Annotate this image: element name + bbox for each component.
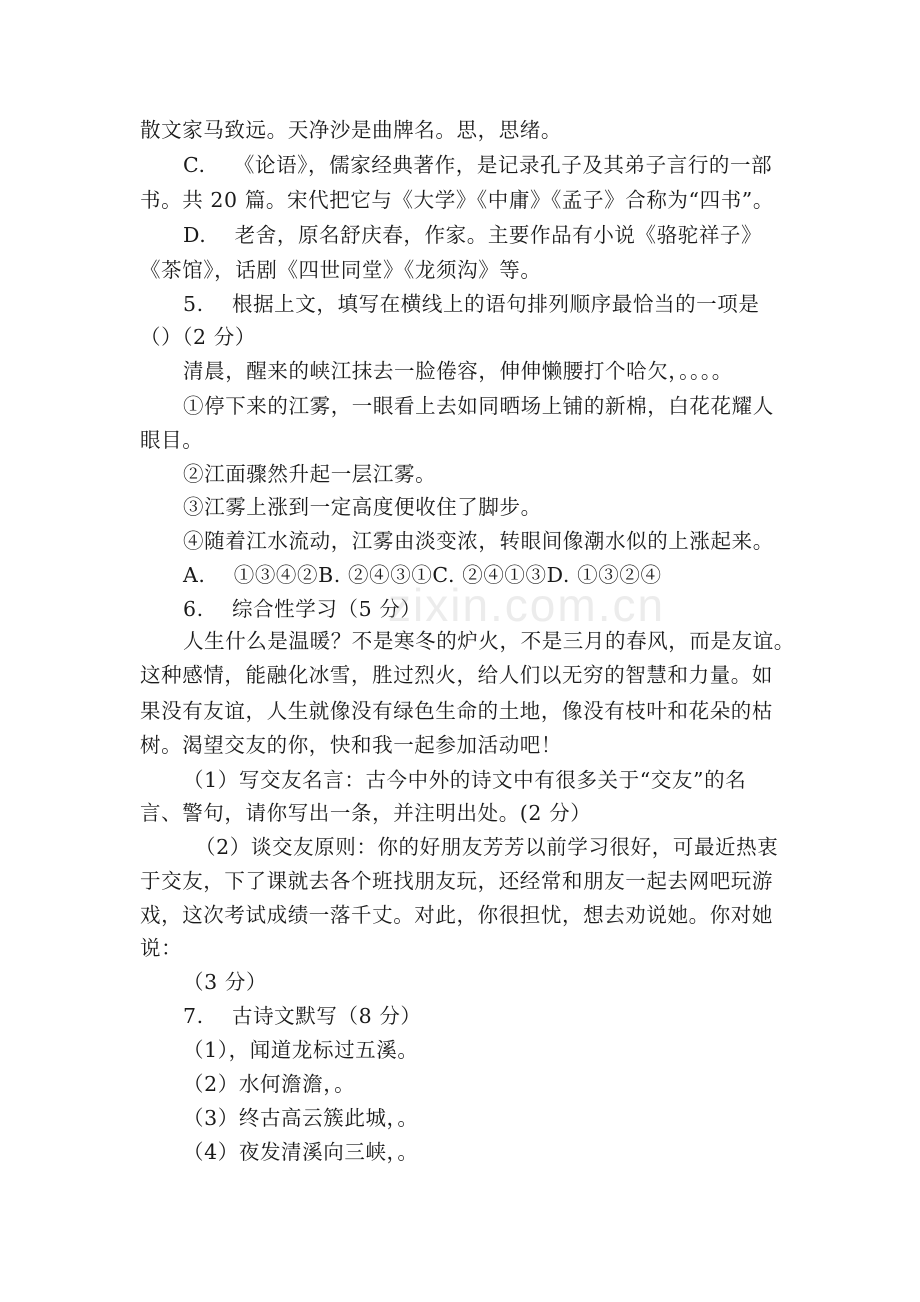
answer-choices: A. ①③④②B. ②④③①C. ②④①③D. ①③②④ <box>183 563 662 587</box>
poem-blank-4: （4）夜发清溪向三峡，。 <box>183 1140 419 1164</box>
sentence-option-3: ③江雾上涨到一定高度便收住了脚步。 <box>183 495 542 519</box>
text-line: （）（2 分） <box>140 325 257 349</box>
text-line: 散文家马致远。天净沙是曲牌名。思，思绪。 <box>140 118 562 142</box>
text-line: 言、警句，请你写出一条，并注明出处。(2 分） <box>140 801 592 825</box>
text-line: 说： <box>140 936 183 960</box>
text-line: 眼目。 <box>140 428 204 452</box>
sentence-option-1: ①停下来的江雾，一眼看上去如同晒场上铺的新棉，白花花耀人 <box>183 394 774 418</box>
option-d-line: D. 老舍，原名舒庆春，作家。主要作品有小说《骆驼祥子》 <box>183 223 763 247</box>
text-line: 人生什么是温暖？不是寒冬的炉火，不是三月的春风，而是友谊。 <box>183 629 795 653</box>
poem-blank-2: （2）水何澹澹，。 <box>183 1072 356 1096</box>
question-5-heading: 5. 根据上文，填写在横线上的语句排列顺序最恰当的一项是 <box>183 292 760 316</box>
text-line: 书。共 20 篇。宋代把它与《大学》《中庸》《孟子》合称为“四书”。 <box>140 188 774 212</box>
points-label: （3 分） <box>183 970 268 994</box>
question-7-heading: 7. 古诗文默写（8 分） <box>183 1004 422 1028</box>
text-line: 这种感情，能融化冰雪，胜过烈火，给人们以无穷的智慧和力量。如 <box>140 663 773 687</box>
text-line: 《茶馆》，话剧《四世同堂》《龙须沟》等。 <box>140 258 542 282</box>
text-line: 于交友，下了课就去各个班找朋友玩，还经常和朋友一起去网吧玩游 <box>140 869 773 893</box>
question-6-heading: 6. 综合性学习（5 分） <box>183 597 422 621</box>
poem-blank-1: （1），闻道龙标过五溪。 <box>183 1038 419 1062</box>
text-line: 戏，这次考试成绩一落千丈。对此，你很担忧，想去劝说她。你对她 <box>140 903 773 927</box>
subquestion-6-1: （1）写交友名言：古今中外的诗文中有很多关于“交友”的名 <box>183 768 747 792</box>
text-line: 清晨，醒来的峡江抹去一脸倦容，伸伸懒腰打个哈欠，。。。。 <box>183 359 733 383</box>
sentence-option-4: ④随着江水流动，江雾由淡变浓，转眼间像潮水似的上涨起来。 <box>183 529 774 553</box>
option-c-line: C. 《论语》，儒家经典著作，是记录孔子及其弟子言行的一部 <box>183 153 773 177</box>
sentence-option-2: ②江面骤然升起一层江雾。 <box>183 462 437 486</box>
text-line: 果没有友谊，人生就像没有绿色生命的土地，像没有枝叶和花朵的枯 <box>140 699 773 723</box>
subquestion-6-2: （2）谈交友原则：你的好朋友芳芳以前学习很好，可最近热衷 <box>195 835 779 859</box>
watermark: zixin.com.cn <box>388 579 666 631</box>
text-line: 树。渴望交友的你，快和我一起参加活动吧！ <box>140 733 562 757</box>
poem-blank-3: （3）终古高云簇此城，。 <box>183 1106 419 1130</box>
